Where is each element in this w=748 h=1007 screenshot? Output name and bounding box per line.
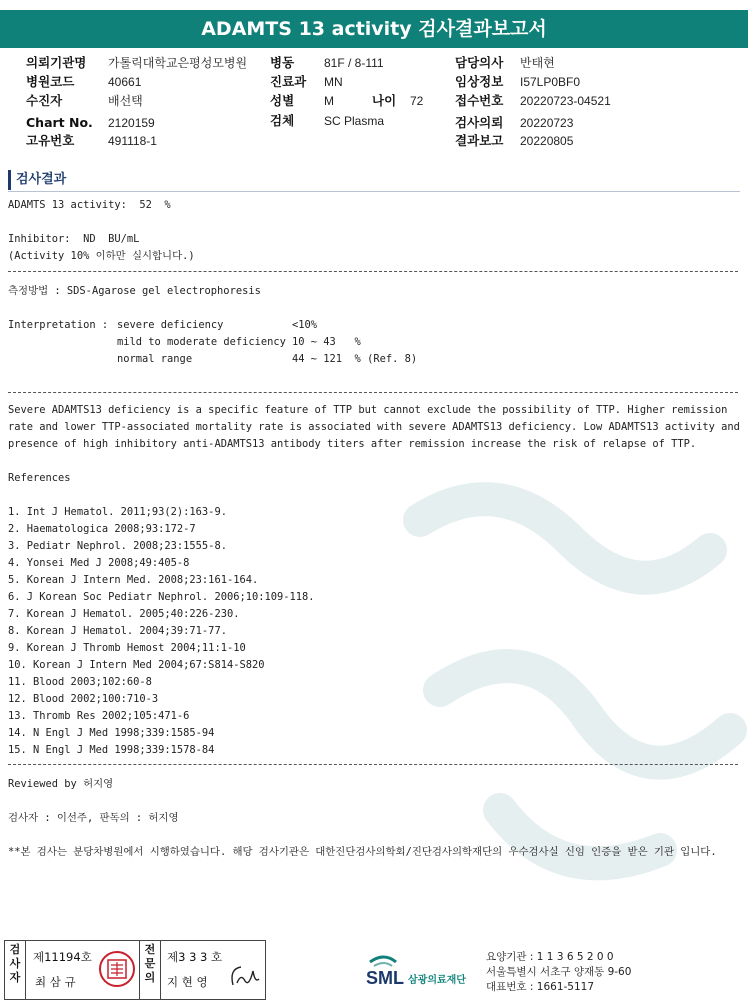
activity-result: ADAMTS 13 activity: 52 % xyxy=(8,199,171,211)
reference-item: 10. Korean J Intern Med 2004;67:S814-S820 xyxy=(8,659,265,671)
age-value: 72 xyxy=(410,94,424,108)
hospital-code-value: 40661 xyxy=(108,75,142,89)
report-date-label: 결과보고 xyxy=(455,133,504,148)
references-title: References xyxy=(8,472,71,484)
patient-info xyxy=(0,54,748,154)
svg-text:삼광의료재단: 삼광의료재단 xyxy=(408,975,466,986)
interp-range-mild: 10 ~ 43 % xyxy=(292,336,361,348)
specimen-label: 검체 xyxy=(270,113,295,128)
dashed-divider xyxy=(8,392,738,393)
reference-item: 13. Thromb Res 2002;105:471-6 xyxy=(8,710,190,722)
org-line: 요양기관 : 1 1 3 6 5 2 0 0 xyxy=(486,951,614,963)
reference-item: 3. Pediatr Nephrol. 2008;23:1555-8. xyxy=(8,540,227,552)
patient-label: 수진자 xyxy=(26,93,63,108)
reference-item: 11. Blood 2003;102:60-8 xyxy=(8,676,152,688)
inhibitor-note: (Activity 10% 이하만 실시합니다.) xyxy=(8,250,195,262)
reference-item: 5. Korean J Intern Med. 2008;23:161-164. xyxy=(8,574,259,586)
examiner-license-no: 제11194호 xyxy=(33,950,92,964)
patient-value: 배선택 xyxy=(108,94,143,108)
sex-value: M xyxy=(324,94,334,108)
section-divider xyxy=(8,191,740,192)
clinical-info-label: 임상정보 xyxy=(455,74,504,89)
seal-stamp-icon xyxy=(97,949,137,989)
request-date-value: 20220723 xyxy=(520,116,574,130)
examiner-name: 최 삼 규 xyxy=(35,975,76,989)
ward-value: 81F / 8-111 xyxy=(324,56,384,70)
sml-logo xyxy=(366,952,482,988)
reference-item: 2. Haematologica 2008;93:172-7 xyxy=(8,523,196,535)
signature-box xyxy=(4,940,266,1000)
reference-item: 8. Korean J Hematol. 2004;39:71-77. xyxy=(8,625,227,637)
receipt-no-value: 20220723-04521 xyxy=(520,94,611,108)
hospital-code-label: 병원코드 xyxy=(26,74,75,89)
department-value: MN xyxy=(324,75,343,89)
hospital-label: 의뢰기관명 xyxy=(26,55,87,70)
reference-item: 14. N Engl J Med 1998;339:1585-94 xyxy=(8,727,215,739)
interp-desc-severe: severe deficiency xyxy=(117,319,224,331)
specialist-vertical-label: 전 문 의 xyxy=(144,943,156,984)
dashed-divider xyxy=(8,764,738,765)
specialist-license-no: 제3 3 3 호 xyxy=(167,950,223,964)
unique-no-value: 491118-1 xyxy=(108,134,157,148)
footer xyxy=(0,940,748,1007)
examiner-line: 검사자 : 이선주, 판독의 : 허지영 xyxy=(8,812,179,824)
chart-no-value: 2120159 xyxy=(108,116,155,130)
reference-item: 7. Korean J Hematol. 2005;40:226-230. xyxy=(8,608,240,620)
report-date-value: 20220805 xyxy=(520,134,574,148)
org-line: 대표번호 : 1661-5117 xyxy=(486,981,595,993)
hospital-value: 가톨릭대학교은평성모병원 xyxy=(108,56,248,70)
interp-desc-normal: normal range xyxy=(117,353,193,365)
doctor-value: 반태현 xyxy=(520,56,555,70)
notice-text: **본 검사는 분당차병원에서 시행하였습니다. 해당 검사기관은 대한진단검사의학회/진단검사의학재단의 우수검사실 신임 인증을 받은 기관 입니다. xyxy=(8,846,717,858)
reference-item: 4. Yonsei Med J 2008;49:405-8 xyxy=(8,557,190,569)
specialist-name: 지 현 영 xyxy=(167,975,208,989)
dashed-divider xyxy=(8,271,738,272)
specimen-value: SC Plasma xyxy=(324,114,385,128)
watermark-graphic xyxy=(380,430,748,910)
reviewed-by: Reviewed by 허지영 xyxy=(8,778,114,790)
ward-label: 병동 xyxy=(270,55,295,70)
reference-item: 6. J Korean Soc Pediatr Nephrol. 2006;10:109-118. xyxy=(8,591,315,603)
request-date-label: 검사의뢰 xyxy=(455,115,504,130)
reference-item: 1. Int J Hematol. 2011;93(2):163-9. xyxy=(8,506,227,518)
org-line: 서울특별시 서초구 양재동 9-60 xyxy=(486,966,632,978)
doctor-label: 담당의사 xyxy=(455,55,504,70)
receipt-no-label: 접수번호 xyxy=(455,93,504,108)
reference-item: 12. Blood 2002;100:710-3 xyxy=(8,693,159,705)
department-label: 진료과 xyxy=(270,74,307,89)
reference-item: 15. N Engl J Med 1998;339:1578-84 xyxy=(8,744,215,756)
unique-no-label: 고유번호 xyxy=(26,133,75,148)
section-title: 검사결과 xyxy=(8,170,66,190)
clinical-info-value: I57LP0BF0 xyxy=(520,75,581,89)
svg-text:SML: SML xyxy=(366,968,404,988)
age-label: 나이 xyxy=(372,93,397,108)
reference-item: 9. Korean J Thromb Hemost 2004;11:1-10 xyxy=(8,642,246,654)
interpretation-label: Interpretation : xyxy=(8,319,109,331)
inhibitor-result: Inhibitor: ND BU/mL xyxy=(8,233,140,245)
signature-icon xyxy=(227,963,263,991)
sex-label: 성별 xyxy=(270,93,295,108)
clinical-comment: Severe ADAMTS13 deficiency is a specific feature of TTP but cannot exclude the possibility of TTP. Higher remission rate and lower TTP-associated mortality rate is associated with severe ADAMTS13 deficiency. Low ADAMTS13 activity and presence of high inhibitory anti-ADAMTS13 antibody titers after remission increase the risk of relapse of TTP. xyxy=(8,404,740,450)
report-title: ADAMTS 13 activity 검사결과보고서 xyxy=(0,10,748,48)
method-line: 측정방법 : SDS-Agarose gel electrophoresis xyxy=(8,285,261,297)
organization-info xyxy=(486,950,631,995)
interp-range-severe: <10% xyxy=(292,319,318,331)
chart-no-label: Chart No. xyxy=(26,115,93,130)
examiner-vertical-label: 검 사 자 xyxy=(9,943,21,984)
interp-range-normal: 44 ~ 121 % (Ref. 8) xyxy=(292,353,418,365)
interp-desc-mild: mild to moderate deficiency xyxy=(117,336,286,348)
